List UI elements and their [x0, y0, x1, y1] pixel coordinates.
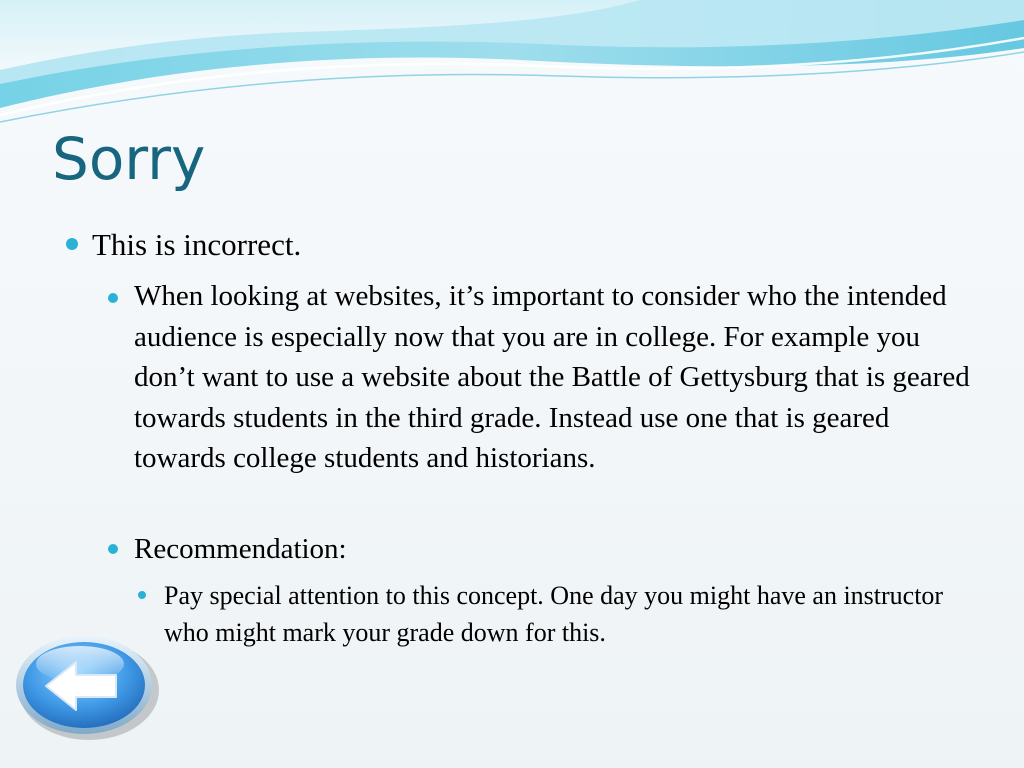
recommendation-text: Pay special attention to this concept. One day you might have an instructor who might mark your grade down for this.: [164, 581, 944, 647]
back-arrow-icon: [14, 632, 160, 742]
main-bullet-text: This is incorrect.: [92, 227, 302, 262]
explanation-bullet-text: When looking at websites, it’s important to consider who the intended audience is especially now that you are in college. For example you don’t want to use a website about the Battle of Gettysburg that is geared towards students in the third grade. Instead use one that is geared towards college students and historians.: [134, 280, 970, 474]
bullet-dot-icon: [66, 238, 78, 250]
slide-title: Sorry: [52, 125, 206, 193]
bullet-dot-icon: [108, 544, 118, 554]
back-button[interactable]: [14, 632, 160, 742]
bullet-dot-icon: [108, 293, 118, 303]
recommendation-heading: Recommendation:: [134, 533, 347, 565]
bullet-dot-icon: [138, 591, 146, 599]
